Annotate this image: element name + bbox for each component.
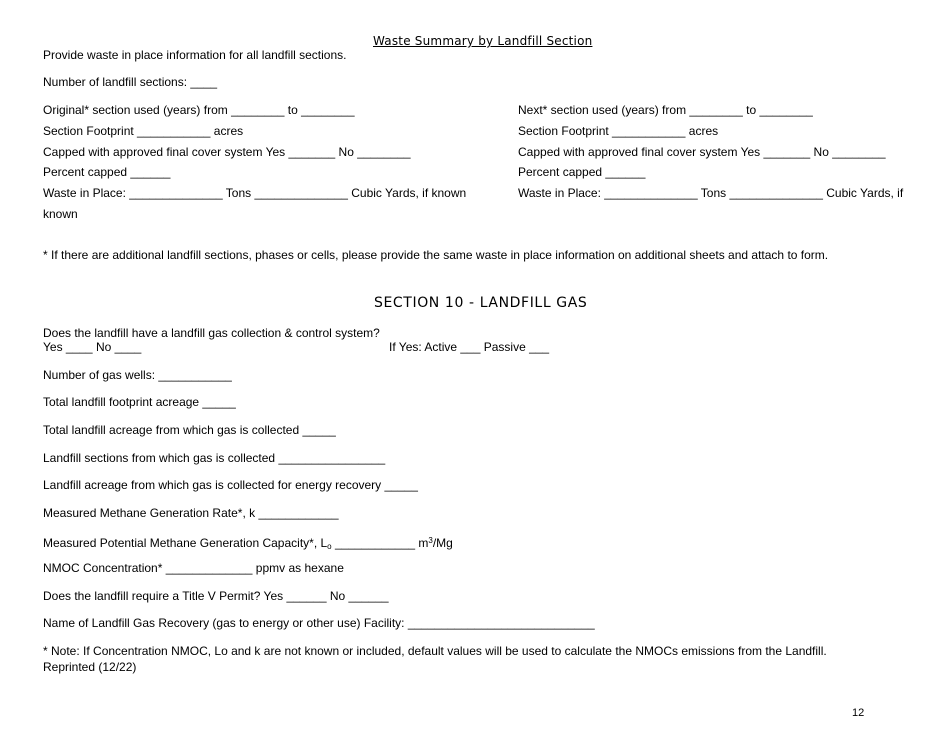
- nmoc-note: * Note: If Concentration NMOC, Lo and k are not known or included, default values will be used to calculate the NMOCs emissions from the Landfill.: [43, 644, 827, 658]
- gas-system-type: If Yes: Active ___ Passive ___: [389, 340, 550, 354]
- title-v-field: Does the landfill require a Title V Permit? Yes ______ No ______: [43, 589, 389, 603]
- gas-wells-field: Number of gas wells: ___________: [43, 368, 232, 382]
- waste-summary-title: Waste Summary by Landfill Section: [373, 34, 593, 48]
- right-section-percent: Percent capped ______: [518, 165, 646, 179]
- capacity-label: Measured Potential Methane Generation Capacity*, L: [43, 536, 328, 550]
- additional-sections-note: * If there are additional landfill sections, phases or cells, please provide the same waste in place information on additional sheets and attach to form.: [43, 248, 829, 262]
- gas-system-yes-no: Yes ____ No ____: [43, 340, 142, 354]
- capacity-superscript: 3: [428, 536, 433, 545]
- right-section-used: Next* section used (years) from ________ to ________: [518, 103, 813, 117]
- left-section-footprint: Section Footprint ___________ acres: [43, 124, 244, 138]
- right-section-waste: Waste in Place: ______________ Tons ______________ Cubic Yards, if: [518, 186, 904, 200]
- capacity-blank: ____________ m: [331, 536, 429, 550]
- acreage-collected-field: Total landfill acreage from which gas is collected _____: [43, 423, 336, 437]
- waste-continuation: known: [43, 207, 78, 221]
- methane-capacity-field: [43, 533, 453, 554]
- left-section-capped: Capped with approved final cover system Yes _______ No ________: [43, 145, 411, 159]
- left-section-used: Original* section used (years) from ________ to ________: [43, 103, 355, 117]
- recovery-facility-field: Name of Landfill Gas Recovery (gas to energy or other use) Facility: ____________________________: [43, 616, 595, 630]
- capacity-subscript: o: [327, 542, 332, 551]
- sections-collected-field: Landfill sections from which gas is collected ________________: [43, 451, 386, 465]
- right-section-footprint: Section Footprint ___________ acres: [518, 124, 719, 138]
- left-section-waste: Waste in Place: ______________ Tons ______________ Cubic Yards, if known: [43, 186, 467, 200]
- page-number: 12: [852, 707, 865, 719]
- methane-rate-field: Measured Methane Generation Rate*, k ____________: [43, 506, 339, 520]
- waste-summary-intro: Provide waste in place information for all landfill sections.: [43, 48, 347, 62]
- section-title: SECTION 10 - LANDFILL GAS: [374, 295, 588, 311]
- reprinted-date: Reprinted (12/22): [43, 660, 137, 674]
- gas-system-question: Does the landfill have a landfill gas collection & control system?: [43, 326, 380, 340]
- capacity-unit: /Mg: [432, 536, 453, 550]
- footprint-acreage-field: Total landfill footprint acreage _____: [43, 395, 236, 409]
- right-section-capped: Capped with approved final cover system Yes _______ No ________: [518, 145, 886, 159]
- num-sections-field: Number of landfill sections: ____: [43, 75, 218, 89]
- energy-acreage-field: Landfill acreage from which gas is collected for energy recovery _____: [43, 478, 418, 492]
- nmoc-field: NMOC Concentration* _____________ ppmv as hexane: [43, 561, 344, 575]
- left-section-percent: Percent capped ______: [43, 165, 171, 179]
